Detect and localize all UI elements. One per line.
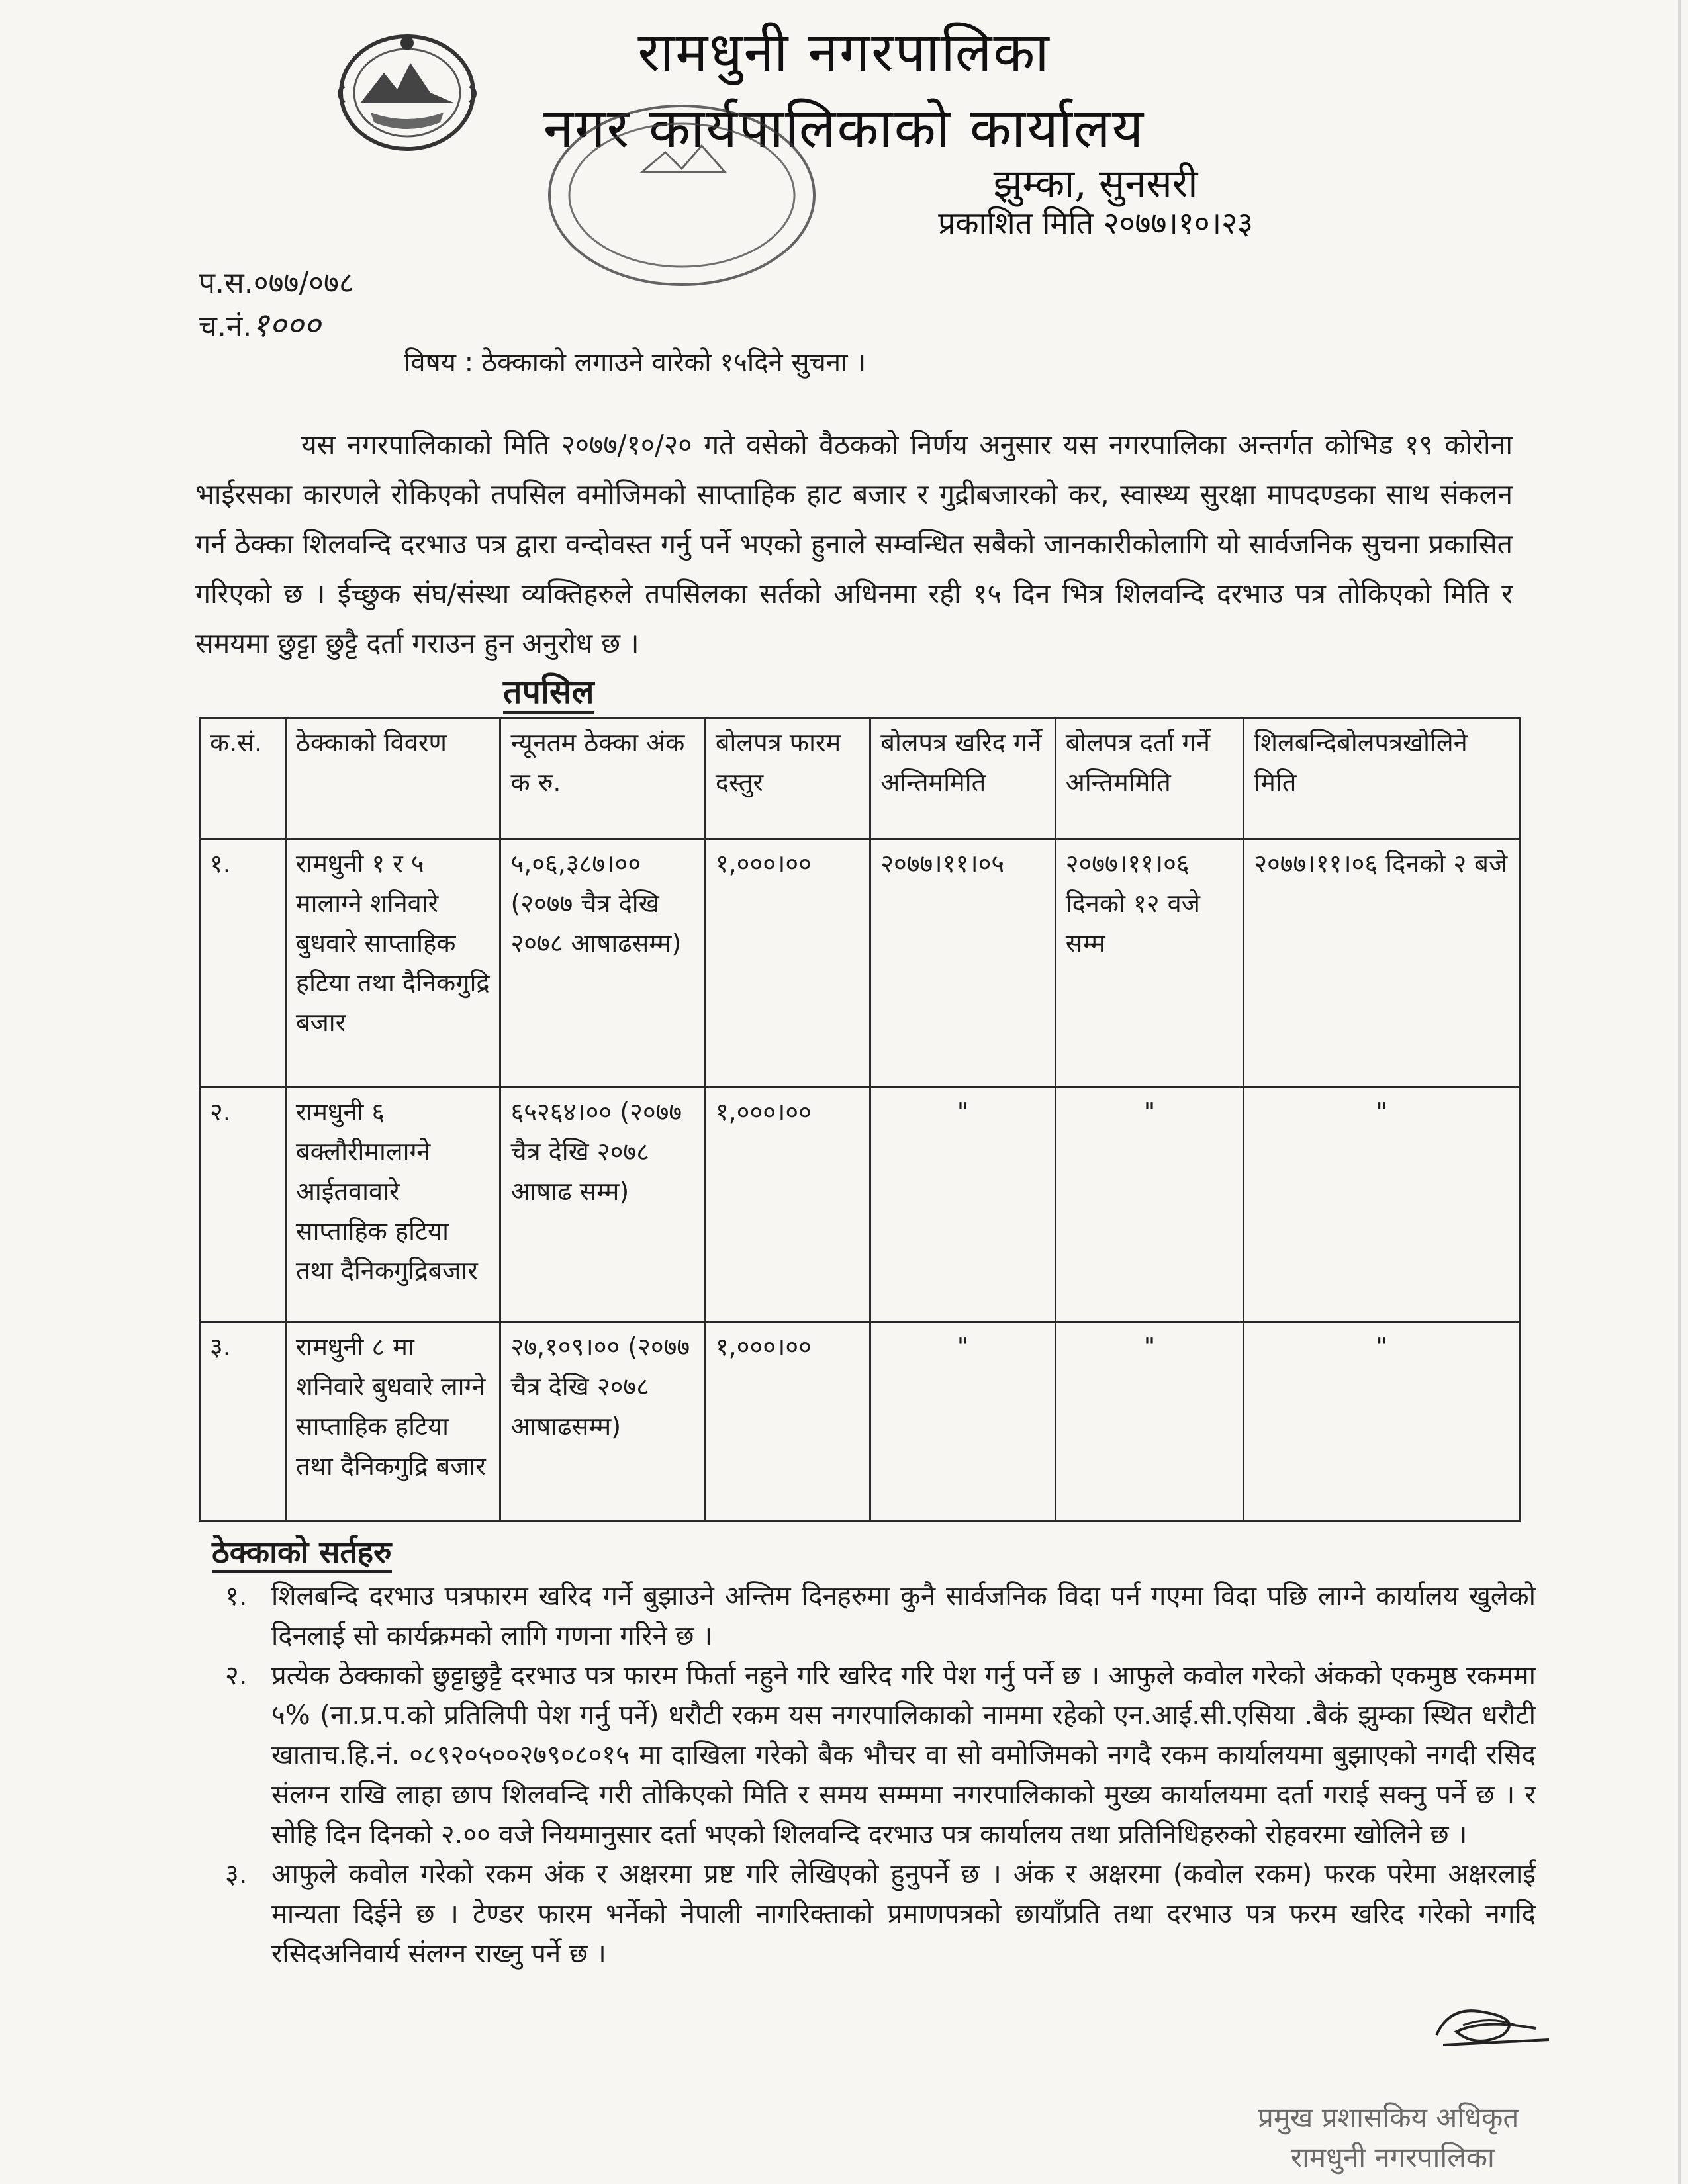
dispatch-label: च.नं. <box>199 310 252 343</box>
table-cell: रामधुनी ८ मा शनिवारे बुधवारे लाग्ने साप्ताहिक हटिया तथा दैनिकगुद्रि बजार <box>285 1322 500 1521</box>
table-cell: " <box>870 1322 1056 1521</box>
table-title: तपसिल <box>503 672 594 714</box>
table-cell: १,०००।०० <box>705 1087 870 1322</box>
terms-list <box>225 1576 1536 1974</box>
header-cell: क.सं. <box>200 718 286 839</box>
office-address: झुम्का, सुनसरी <box>993 161 1198 206</box>
table-cell: रामधुनी १ र ५ मालाग्ने शनिवारे बुधवारे साप्ताहिक हटिया तथा दैनिकगुद्रि बजार <box>285 839 500 1087</box>
table-cell: २०७७।११।०६ दिनको २ बजे <box>1244 839 1520 1087</box>
office-name: नगर कार्यपालिकाको कार्यालय <box>543 97 1145 160</box>
table-cell: ५,०६,३८७।०० (२०७७ चैत्र देखि २०७८ आषाढसम्म) <box>500 839 705 1087</box>
table-cell: १. <box>200 839 286 1087</box>
dispatch-value: १००० <box>252 306 321 344</box>
table-cell: २०७७।११।०६ दिनको १२ वजे सम्म <box>1055 839 1244 1087</box>
table-cell: २०७७।११।०५ <box>870 839 1056 1087</box>
header-cell: शिलबन्दिबोलपत्रखोलिने मिति <box>1244 718 1520 839</box>
table-row <box>200 1322 1520 1521</box>
signatory-title: प्रमुख प्रशासकिय अधिकृत <box>1258 2101 1519 2134</box>
header-cell: ठेक्काको विवरण <box>285 718 500 839</box>
term-number: २. <box>225 1661 248 1691</box>
signatory-org: रामधुनी नगरपालिका <box>1291 2141 1495 2173</box>
term-item <box>225 1576 1536 1656</box>
table-cell: " <box>1244 1087 1520 1322</box>
dispatch-number <box>199 301 320 346</box>
term-item <box>225 1656 1536 1854</box>
table-cell: ३. <box>200 1322 286 1521</box>
table-cell: रामधुनी ६ बक्लौरीमालाग्ने आईतवावारे साप्ताहिक हटिया तथा दैनिकगुद्रिबजार <box>285 1087 500 1322</box>
term-number: ३. <box>225 1859 248 1889</box>
subject-line: विषय : ठेक्काको लगाउने वारेको १५दिने सुचना । <box>404 347 867 378</box>
office-stamp-icon <box>543 99 821 291</box>
table-cell: ६५२६४।०० (२०७७ चैत्र देखि २०७८ आषाढ सम्म) <box>500 1087 705 1322</box>
table-cell: २. <box>200 1087 286 1322</box>
table-cell: १,०००।०० <box>705 839 870 1087</box>
table-cell: " <box>1055 1322 1244 1521</box>
table-row <box>200 1087 1520 1322</box>
table-cell: " <box>870 1087 1056 1322</box>
table-cell: " <box>1244 1322 1520 1521</box>
table-row <box>200 839 1520 1087</box>
header-cell: बोलपत्र खरिद गर्ने अन्तिममिति <box>870 718 1056 839</box>
term-text: शिलबन्दि दरभाउ पत्रफारम खरिद गर्ने बुझाउने अन्तिम दिनहरुमा कुनै सार्वजनिक विदा पर्न गएमा विदा पछि लाग्ने कार्यालय खुलेको दिनलाई सो कार्यक्रमको लागि गणना गरिने छ । <box>271 1581 1536 1651</box>
header-cell: न्यूनतम ठेक्का अंक क रु. <box>500 718 705 839</box>
municipality-name: रामधुनी नगरपालिका <box>637 21 1051 84</box>
header-cell: बोलपत्र दर्ता गर्ने अन्तिममिति <box>1055 718 1244 839</box>
body-paragraph: यस नगरपालिकाको मिति २०७७/१०/२० गते वसेको वैठकको निर्णय अनुसार यस नगरपालिका अन्तर्गत कोभिड १९ कोरोना भाईरसका कारणले रोकिएको तपसिल वमोजिमको साप्ताहिक हाट बजार र गुद्रीबजारको कर, स्वास्थ्य सुरक्षा मापदण्डका साथ संकलन गर्न ठेक्का शिलवन्दि दरभाउ पत्र द्वारा वन्दोवस्त गर्नु पर्ने भएको हुनाले सम्वन्धित सबैको जानकारीकोलागि यो सार्वजनिक सुचना प्रकासित गरिएको छ । ईच्छुक संघ/संस्था व्यक्तिहरुले तपसिलका सर्तको अधिनमा रही १५ दिन भित्र शिलवन्दि दरभाउ पत्र तोकिएको मिति र समयमा छुट्टा छुट्टै दर्ता गराउन हुन अनुरोध छ । <box>195 429 1513 659</box>
signature-icon <box>1423 1999 1556 2058</box>
header-cell: बोलपत्र फारम दस्तुर <box>705 718 870 839</box>
table-cell: २७,१०९।०० (२०७७ चैत्र देखि २०७८ आषाढसम्म) <box>500 1322 705 1521</box>
publish-date: प्रकाशित मिति २०७७।१०।२३ <box>938 205 1253 241</box>
fiscal-year-ref: प.स.०७७/०७८ <box>199 266 354 300</box>
term-number: १. <box>225 1581 248 1612</box>
tender-table <box>199 717 1521 1522</box>
table-cell: " <box>1055 1087 1244 1322</box>
term-text: प्रत्येक ठेक्काको छुट्टाछुट्टै दरभाउ पत्र फारम फिर्ता नहुने गरि खरिद गरि पेश गर्नु पर्ने छ । आफुले कवोल गरेको अंकको एकमुष्ठ रकममा ५% (ना.प्र.प.को प्रतिलिपी पेश गर्नु पर्ने) धरौटी रकम यस नगरपालिकाको नाममा रहेको एन.आई.सी.एसिया .बैकं झुम्का स्थित धरौटी खाताच.हि.नं. ०८९२०५००२७९०८०१५ मा दाखिला गरेको बैक भौचर वा सो वमोजिमको नगदै रकम कार्यालयमा बुझाएको नगदी रसिद संलग्न राखि लाहा छाप शिलवन्दि गरी तोकिएको मिति र समय सम्ममा नगरपालिकाको मुख्य कार्यालयमा दर्ता गराई सक्नु पर्ने छ । र सोहि दिन दिनको २.०० वजे नियमानुसार दर्ता भएको शिलवन्दि दरभाउ पत्र कार्यालय तथा प्रतिनिधिहरुको रोहवरमा खोलिने छ । <box>271 1661 1536 1850</box>
terms-title: ठेक्काको सर्तहरु <box>212 1534 392 1573</box>
term-item <box>225 1854 1536 1974</box>
table-cell: १,०००।०० <box>705 1322 870 1521</box>
page-edge-divider <box>1678 0 1681 2184</box>
table-header-row <box>200 718 1520 839</box>
term-text: आफुले कवोल गरेको रकम अंक र अक्षरमा प्रष्ट गरि लेखिएको हुनुपर्ने छ । अंक र अक्षरमा (कवोल रकम) फरक परेमा अक्षरलाई मान्यता दिईने छ । टेण्डर फारम भर्नेको नेपाली नागरिक्ताको प्रमाणपत्रको छायाँप्रति तथा दरभाउ पत्र फरम खरिद गरेको नगदि रसिदअनिवार्य संलग्न राख्नु पर्ने छ । <box>271 1859 1536 1969</box>
